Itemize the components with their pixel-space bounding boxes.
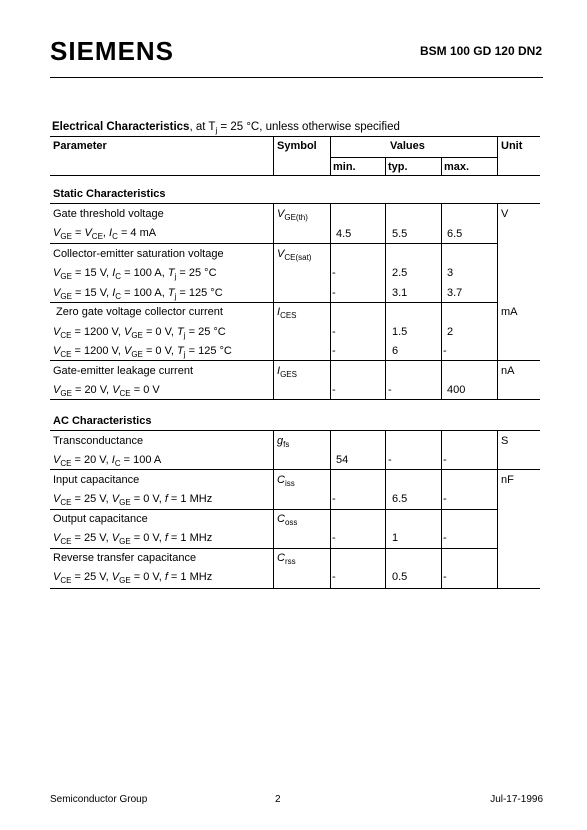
header-bottom-border xyxy=(50,175,540,176)
value-typ: 0.5 xyxy=(392,571,408,583)
value-min: - xyxy=(332,384,336,396)
header-divider xyxy=(50,77,543,78)
value-max: 400 xyxy=(447,384,466,396)
static-section-title: Static Characteristics xyxy=(53,188,166,200)
ac-section-title: AC Characteristics xyxy=(53,415,152,427)
condition-gfs: $V_{CE} = 20$ V, $I_C = 100$ A xyxy=(53,454,162,468)
value-max: - xyxy=(443,454,447,466)
row-separator xyxy=(50,302,497,303)
unit: S xyxy=(501,435,509,447)
condition-ices-25c: $V_{CE} = 1200$ V, $V_{GE} = 0$ V, $T_j = 25$ °C xyxy=(53,326,226,340)
unit: nA xyxy=(501,365,515,377)
row-separator xyxy=(50,548,497,549)
symbol-vge-th: $V_{GE(th)}$ xyxy=(277,208,308,222)
symbol-ciss: $C_{iss}$ xyxy=(277,474,295,488)
col-symbol: Symbol xyxy=(277,140,317,152)
unit: nF xyxy=(501,474,514,486)
value-typ: 5.5 xyxy=(392,228,408,240)
symbol-vce-sat: $V_{CE(sat)}$ xyxy=(277,248,312,262)
value-max: - xyxy=(443,532,447,544)
static-vline-symbol xyxy=(273,203,274,399)
value-max: 6.5 xyxy=(447,228,463,240)
value-max: - xyxy=(443,345,447,357)
value-typ: 1.5 xyxy=(392,326,408,338)
param-transconductance: Transconductance xyxy=(53,435,144,447)
condition-gate-threshold: $V_{GE} = V_{CE}$, $I_C = 4$ mA xyxy=(53,227,157,241)
condition-ciss: $V_{CE} = 25$ V, $V_{GE} = 0$ V, f = 1 MHz xyxy=(53,493,213,507)
vline-unit-left xyxy=(497,136,498,175)
ac-vline-unit xyxy=(497,430,498,588)
param-collector-emitter-saturation-voltage: Collector-emitter saturation voltage xyxy=(53,248,224,260)
condition-iges: $V_{GE} = 20$ V, $V_{CE} = 0$ V xyxy=(53,384,160,398)
static-vline-values xyxy=(330,203,331,399)
value-min: - xyxy=(332,532,336,544)
value-typ: - xyxy=(388,454,392,466)
value-typ: 2.5 xyxy=(392,267,408,279)
condition-sat-25c: $V_{GE} = 15$ V, $I_C = 100$ A, $T_j = 25$ °C xyxy=(53,267,217,281)
siemens-logo: SIEMENS xyxy=(50,36,175,66)
col-unit: Unit xyxy=(501,140,523,152)
table-caption: Electrical Characteristics, at $T_j = 25$ °C, unless otherwise specified xyxy=(52,121,400,135)
static-vline-typ-max xyxy=(441,203,442,399)
value-max: 3.7 xyxy=(447,287,463,299)
unit: mA xyxy=(501,306,518,318)
part-number: BSM 100 GD 120 DN2 xyxy=(419,44,542,58)
param-output-capacitance: Output capacitance xyxy=(53,513,148,525)
col-max: max. xyxy=(444,161,470,173)
vline-values-left xyxy=(330,136,331,175)
row-separator xyxy=(50,243,497,244)
col-parameter: Parameter xyxy=(53,140,107,152)
value-min: - xyxy=(332,326,336,338)
footer-company: Semiconductor Group xyxy=(50,794,148,805)
value-typ: 6 xyxy=(392,345,399,357)
value-typ: 1 xyxy=(392,532,399,544)
value-typ: 3.1 xyxy=(392,287,408,299)
row-separator xyxy=(50,509,497,510)
row-separator xyxy=(50,469,540,470)
table-top-border xyxy=(50,136,540,137)
static-section-bottom xyxy=(50,399,540,400)
symbol-iges: $I_{GES}$ xyxy=(277,365,297,379)
value-min: - xyxy=(332,571,336,583)
condition-sat-125c: $V_{GE} = 15$ V, $I_C = 100$ A, $T_j = 125$ °C xyxy=(53,287,223,301)
subheader-separator xyxy=(330,157,497,158)
value-min: - xyxy=(332,267,336,279)
param-reverse-transfer-capacitance: Reverse transfer capacitance xyxy=(53,552,197,564)
static-section-top-border xyxy=(50,203,540,204)
value-max: 3 xyxy=(447,267,454,279)
vline-min-typ xyxy=(385,157,386,175)
col-min: min. xyxy=(333,161,356,173)
condition-coss: $V_{CE} = 25$ V, $V_{GE} = 0$ V, f = 1 MHz xyxy=(53,532,213,546)
value-min: - xyxy=(332,493,336,505)
footer-page-number: 2 xyxy=(275,794,281,805)
value-max: - xyxy=(443,493,447,505)
symbol-coss: $C_{oss}$ xyxy=(277,513,298,527)
static-vline-min-typ xyxy=(385,203,386,399)
table-bottom-border xyxy=(50,588,540,589)
symbol-ices: $I_{CES}$ xyxy=(277,306,297,320)
value-max: 2 xyxy=(447,326,454,338)
value-min: - xyxy=(332,345,336,357)
row-separator xyxy=(50,360,540,361)
condition-crss: $V_{CE} = 25$ V, $V_{GE} = 0$ V, f = 1 MHz xyxy=(53,571,213,585)
value-max: - xyxy=(443,571,447,583)
ac-section-top-border xyxy=(50,430,540,431)
value-min: 54 xyxy=(336,454,349,466)
symbol-crss: $C_{rss}$ xyxy=(277,552,296,566)
col-values: Values xyxy=(390,140,425,152)
static-vline-unit xyxy=(497,203,498,399)
param-gate-threshold-voltage: Gate threshold voltage xyxy=(53,208,164,220)
param-input-capacitance: Input capacitance xyxy=(53,474,140,486)
value-min: 4.5 xyxy=(336,228,352,240)
footer-date: Jul-17-1996 xyxy=(490,794,543,805)
col-typ: typ. xyxy=(388,161,408,173)
unit: V xyxy=(501,208,509,220)
vline-symbol-left xyxy=(273,136,274,175)
condition-ices-125c: $V_{CE} = 1200$ V, $V_{GE} = 0$ V, $T_j = 125$ °C xyxy=(53,345,232,359)
value-min: - xyxy=(332,287,336,299)
value-typ: - xyxy=(388,384,392,396)
param-gate-emitter-leakage-current: Gate-emitter leakage current xyxy=(53,365,194,377)
param-zero-gate-voltage-collector-current: Zero gate voltage collector current xyxy=(53,306,223,318)
value-typ: 6.5 xyxy=(392,493,408,505)
symbol-gfs: $g_{fs}$ xyxy=(277,435,290,449)
vline-typ-max xyxy=(441,157,442,175)
